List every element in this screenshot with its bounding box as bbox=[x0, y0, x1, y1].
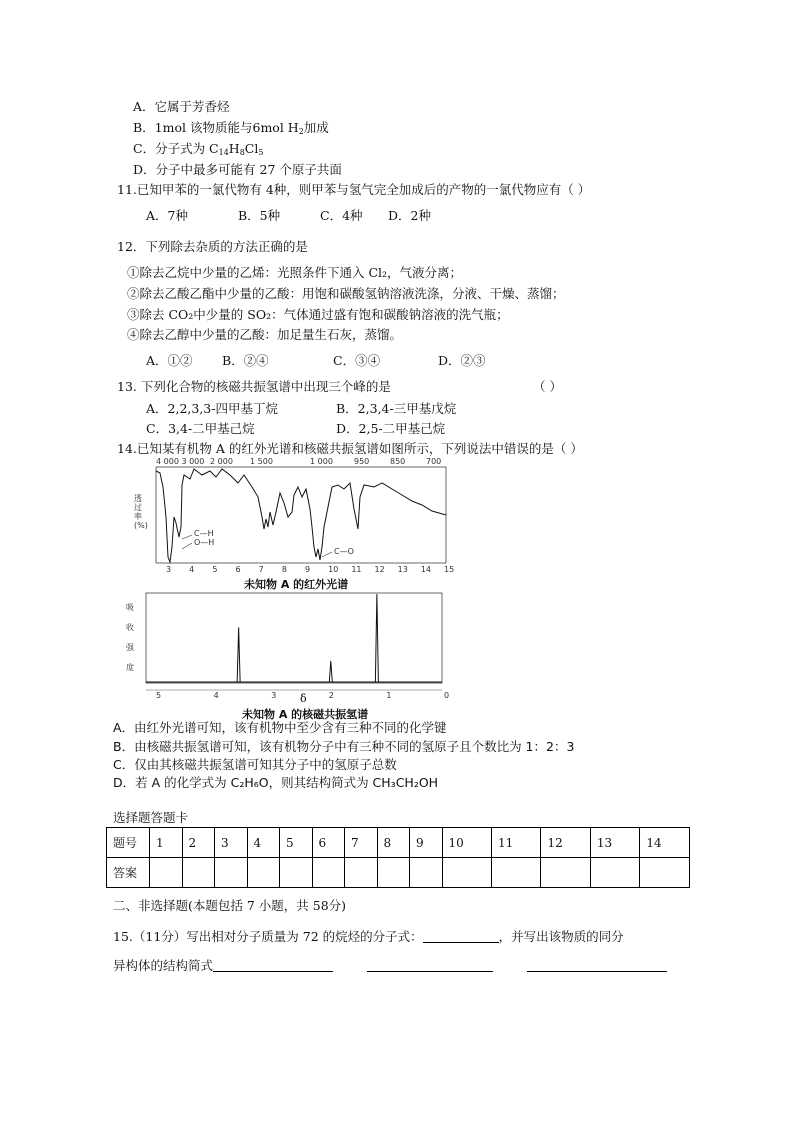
q10-c-h: H bbox=[228, 141, 240, 156]
answer-card-number: 7 bbox=[345, 828, 378, 858]
q12-item-3: ③除去 CO₂中少量的 SO₂：气体通过盛有饱和碳酸钠溶液的洗气瓶； bbox=[127, 307, 509, 322]
nmr-plot-frame bbox=[146, 593, 442, 683]
ir-plot-frame bbox=[156, 467, 446, 563]
q14-option-c: C．仅由其核磁共振氢谱可知其分子中的氢原子总数 bbox=[113, 757, 397, 772]
q12-option-a: A．①② bbox=[146, 353, 193, 368]
ir-top-tick-labels bbox=[156, 457, 441, 466]
q10-option-b-sub: 2 bbox=[298, 127, 304, 136]
ir-bond-pointer-oh bbox=[182, 543, 192, 549]
ir-top-tick-label: 2 000 bbox=[210, 457, 233, 466]
q11-option-c: C．4种 bbox=[320, 208, 363, 223]
ir-bond-label-co: C—O bbox=[334, 547, 354, 556]
q11-option-d: D．2种 bbox=[388, 208, 431, 223]
nmr-y-axis-label bbox=[126, 603, 135, 672]
answer-card-row1-head: 题号 bbox=[107, 828, 150, 858]
q12-option-d: D．②③ bbox=[438, 353, 486, 368]
answer-card-number: 4 bbox=[247, 828, 280, 858]
answer-card-number: 12 bbox=[541, 828, 590, 858]
q14-option-b: B．由核磁共振氢谱可知，该有机物分子中有三种不同的氢原子且个数比为 1：2：3 bbox=[113, 739, 575, 754]
answer-card-number: 13 bbox=[590, 828, 639, 858]
q15-isomer-blank-2[interactable] bbox=[367, 958, 493, 972]
answer-cell[interactable] bbox=[590, 858, 639, 888]
answer-cell[interactable] bbox=[640, 858, 690, 888]
q15-isomer-blank-3[interactable] bbox=[527, 958, 667, 972]
q15-line-1 bbox=[113, 929, 624, 945]
answer-card-number: 11 bbox=[491, 828, 540, 858]
answer-card-number-row bbox=[107, 828, 690, 858]
ir-bottom-tick-label: 8 bbox=[281, 565, 287, 574]
nmr-y-axis-label-char: 度 bbox=[126, 663, 134, 672]
answer-card-caption: 选择题答题卡 bbox=[113, 810, 189, 825]
answer-card-table bbox=[106, 827, 690, 888]
q10-option-c-text: C．分子式为 C bbox=[133, 141, 219, 156]
q13-stem: 13. 下列化合物的核磁共振氢谱中出现三个峰的是 bbox=[117, 379, 391, 394]
nmr-x-axis-symbol: δ bbox=[300, 692, 307, 705]
nmr-spectrum-chart bbox=[112, 590, 452, 718]
nmr-x-tick-label: 2 bbox=[328, 691, 334, 700]
nmr-y-axis-label-char: 收 bbox=[126, 623, 134, 632]
answer-cell[interactable] bbox=[182, 858, 215, 888]
answer-card-answer-row bbox=[107, 858, 690, 888]
ir-bottom-tick-labels bbox=[166, 565, 454, 574]
q10-c-sub-1: 14 bbox=[218, 148, 229, 157]
nmr-x-tick-label: 1 bbox=[386, 691, 392, 700]
answer-cell[interactable] bbox=[280, 858, 313, 888]
ir-bottom-tick-label: 12 bbox=[374, 565, 385, 574]
q11-option-a: A．7种 bbox=[146, 208, 188, 223]
answer-card-number: 6 bbox=[312, 828, 345, 858]
ir-transmittance-curve bbox=[156, 469, 446, 562]
ir-bottom-tick-label: 15 bbox=[444, 565, 455, 574]
ir-bond-pointer-ch bbox=[182, 535, 192, 539]
q15-isomer-blank-1[interactable] bbox=[213, 958, 333, 972]
q14-stem: 14.已知某有机物 A 的红外光谱和核磁共振氢谱如图所示，下列说法中错误的是（ ） bbox=[117, 441, 583, 456]
answer-card-number: 8 bbox=[377, 828, 410, 858]
q15-line-2 bbox=[113, 958, 667, 974]
q15-line-2-text: 异构体的结构简式 bbox=[113, 958, 214, 973]
ir-chart-title: 未知物 A 的红外光谱 bbox=[244, 578, 349, 591]
ir-top-tick-label: 4 000 3 000 bbox=[156, 457, 205, 466]
q15-formula-blank[interactable] bbox=[423, 929, 499, 943]
ir-y-axis-label bbox=[134, 494, 148, 530]
q13-option-d: D．2,5-二甲基己烷 bbox=[336, 421, 446, 436]
answer-card-number: 14 bbox=[640, 828, 690, 858]
ir-spectrum-chart bbox=[112, 457, 455, 575]
answer-cell[interactable] bbox=[377, 858, 410, 888]
ir-bottom-tick-label: 11 bbox=[351, 565, 362, 574]
answer-card-number: 10 bbox=[442, 828, 491, 858]
ir-y-axis-label-char: 透 bbox=[134, 494, 142, 503]
answer-cell[interactable] bbox=[312, 858, 345, 888]
q12-option-c: C．③④ bbox=[333, 353, 381, 368]
q13-option-a: A．2,2,3,3-四甲基丁烷 bbox=[146, 401, 278, 416]
section-2-heading: 二、非选择题(本题包括 7 小题，共 58分) bbox=[113, 898, 347, 913]
ir-bottom-tick-label: 14 bbox=[420, 565, 432, 574]
q12-item-4: ④除去乙醇中少量的乙酸：加足量生石灰，蒸馏。 bbox=[127, 327, 403, 342]
answer-cell[interactable] bbox=[247, 858, 280, 888]
ir-top-tick-label: 1 000 bbox=[310, 457, 333, 466]
q10-option-b-text: B．1mol 该物质能与6mol H bbox=[133, 120, 299, 135]
nmr-y-axis-label-char: 吸 bbox=[126, 603, 134, 612]
answer-cell[interactable] bbox=[410, 858, 443, 888]
q15-line-1-text: 15.（11分）写出相对分子质量为 72 的烷烃的分子式： bbox=[113, 929, 423, 944]
answer-card-number: 2 bbox=[182, 828, 215, 858]
ir-bond-label-oh: O—H bbox=[194, 538, 215, 547]
ir-bottom-tick-label: 6 bbox=[235, 565, 241, 574]
answer-cell[interactable] bbox=[345, 858, 378, 888]
q12-item-2: ②除去乙酸乙酯中少量的乙酸：用饱和碳酸氢钠溶液洗涤，分液、干燥、蒸馏； bbox=[127, 286, 565, 301]
nmr-peak bbox=[375, 594, 378, 682]
answer-cell[interactable] bbox=[491, 858, 540, 888]
q10-option-a: A．它属于芳香烃 bbox=[133, 99, 230, 114]
q11-stem: 11.已知甲苯的一氯代物有 4种，则甲苯与氢气完全加成后的产物的一氯代物应有（ ） bbox=[117, 182, 591, 197]
q10-c-sub-2: 8 bbox=[239, 148, 245, 157]
ir-bond-pointer-co bbox=[322, 552, 332, 557]
nmr-x-tick-label: 3 bbox=[271, 691, 277, 700]
answer-card-number: 1 bbox=[150, 828, 183, 858]
answer-card-number: 5 bbox=[280, 828, 313, 858]
nmr-x-tick-label: 4 bbox=[213, 691, 219, 700]
answer-cell[interactable] bbox=[442, 858, 491, 888]
answer-cell[interactable] bbox=[150, 858, 183, 888]
ir-bottom-tick-label: 3 bbox=[166, 565, 172, 574]
answer-card-number: 9 bbox=[410, 828, 443, 858]
nmr-chart-title: 未知物 A 的核磁共振氢谱 bbox=[242, 708, 369, 721]
answer-card-number: 3 bbox=[215, 828, 248, 858]
q10-option-d: D．分子中最多可能有 27 个原子共面 bbox=[133, 162, 342, 177]
q15-line-1-tail: ，并写出该物质的同分 bbox=[498, 929, 624, 944]
ir-bond-label-ch: C—H bbox=[194, 529, 214, 538]
ir-bottom-tick-label: 5 bbox=[212, 565, 218, 574]
q10-c-sub-3: 5 bbox=[258, 148, 264, 157]
q13-option-b: B．2,3,4-三甲基戊烷 bbox=[336, 401, 457, 416]
q12-item-1: ①除去乙烷中少量的乙烯：光照条件下通入 Cl₂，气液分离； bbox=[127, 265, 463, 280]
ir-bottom-tick-label: 13 bbox=[397, 565, 408, 574]
q13-paren: （ ） bbox=[533, 379, 562, 394]
q14-option-d: D．若 A 的化学式为 C₂H₆O，则其结构简式为 CH₃CH₂OH bbox=[113, 775, 439, 790]
q10-option-c bbox=[133, 141, 263, 161]
nmr-y-axis-label-char: 强 bbox=[126, 643, 134, 652]
q10-c-cl: Cl bbox=[244, 141, 259, 156]
nmr-peak bbox=[329, 661, 332, 682]
q14-option-a: A．由红外光谱可知，该有机物中至少含有三种不同的化学键 bbox=[113, 720, 447, 735]
q13-option-c: C．3,4-二甲基己烷 bbox=[146, 421, 255, 436]
q10-option-b-tail: 加成 bbox=[303, 120, 329, 135]
answer-cell[interactable] bbox=[541, 858, 590, 888]
ir-bottom-tick-label: 10 bbox=[328, 565, 339, 574]
ir-top-tick-label: 950 bbox=[354, 457, 370, 466]
ir-top-tick-label: 700 bbox=[426, 457, 442, 466]
answer-cell[interactable] bbox=[215, 858, 248, 888]
q11-option-b: B．5种 bbox=[238, 208, 281, 223]
ir-top-tick-label: 850 bbox=[390, 457, 406, 466]
q10-option-b bbox=[133, 120, 329, 140]
ir-y-axis-label-char: 过 bbox=[134, 503, 142, 512]
nmr-x-tick-label: 0 bbox=[444, 691, 450, 700]
q12-option-b: B．②④ bbox=[222, 353, 269, 368]
ir-top-tick-label: 1 500 bbox=[250, 457, 273, 466]
ir-y-axis-label-char: (%) bbox=[134, 521, 148, 530]
ir-bottom-tick-label: 9 bbox=[305, 565, 311, 574]
ir-bottom-tick-label: 4 bbox=[189, 565, 195, 574]
ir-bottom-tick-label: 7 bbox=[258, 565, 264, 574]
ir-y-axis-label-char: 率 bbox=[134, 512, 142, 521]
q12-stem: 12．下列除去杂质的方法正确的是 bbox=[117, 239, 308, 254]
nmr-peak bbox=[237, 627, 240, 682]
answer-card-row2-head: 答案 bbox=[107, 858, 150, 888]
nmr-x-tick-label: 5 bbox=[156, 691, 162, 700]
nmr-peaks bbox=[237, 594, 378, 682]
